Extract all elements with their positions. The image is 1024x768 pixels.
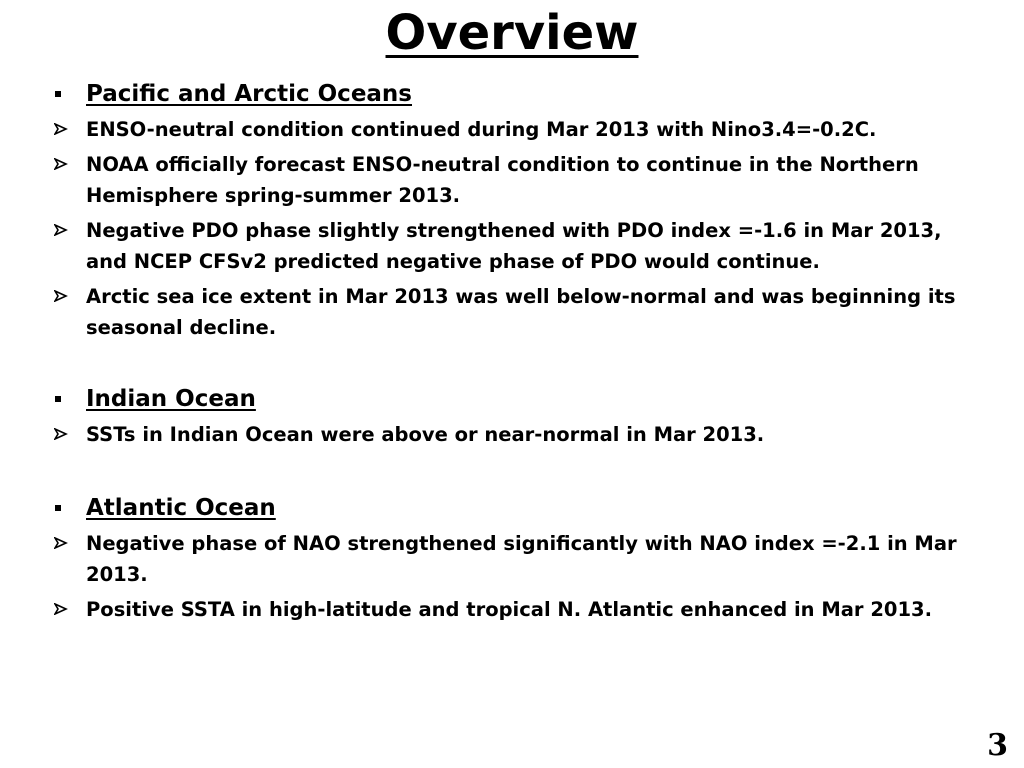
bullet-item xyxy=(52,419,972,450)
bullet-item xyxy=(52,215,972,277)
bullet-text: ENSO-neutral condition continued during Mar 2013 with Nino3.4=-0.2C. xyxy=(86,118,877,141)
section-heading-label: Pacific and Arctic Oceans xyxy=(86,81,412,107)
bullet-text: NOAA officially forecast ENSO-neutral condition to continue in the Northern Hemisphere spring-summer 2013. xyxy=(86,153,919,207)
bullet-text: Negative phase of NAO strengthened significantly with NAO index =-2.1 in Mar 2013. xyxy=(86,532,957,586)
square-bullet-icon xyxy=(55,91,61,97)
arrow-bullet-icon xyxy=(54,603,68,615)
bullet-text: Positive SSTA in high-latitude and tropical N. Atlantic enhanced in Mar 2013. xyxy=(86,598,933,621)
section-heading-indian xyxy=(52,383,972,415)
bullet-item xyxy=(52,149,972,211)
arrow-bullet-icon xyxy=(54,158,68,170)
arrow-bullet-icon xyxy=(54,428,68,440)
arrow-bullet-icon xyxy=(54,537,68,549)
section-heading-label: Indian Ocean xyxy=(86,386,256,412)
arrow-bullet-icon xyxy=(54,224,68,236)
section-heading-pacific-arctic xyxy=(52,78,972,110)
square-bullet-icon xyxy=(55,396,61,402)
slide-content xyxy=(52,78,972,629)
arrow-bullet-icon xyxy=(54,123,68,135)
square-bullet-icon xyxy=(55,505,61,511)
bullet-item xyxy=(52,114,972,145)
bullet-item xyxy=(52,594,972,625)
bullet-item xyxy=(52,528,972,590)
slide-title: Overview xyxy=(385,5,639,61)
bullet-text: SSTs in Indian Ocean were above or near-normal in Mar 2013. xyxy=(86,423,765,446)
section-heading-atlantic xyxy=(52,492,972,524)
section-heading-label: Atlantic Ocean xyxy=(86,495,276,521)
arrow-bullet-icon xyxy=(54,290,68,302)
page-number: 3 xyxy=(987,728,1008,763)
bullet-text: Arctic sea ice extent in Mar 2013 was well below-normal and was beginning its seasonal decline. xyxy=(86,285,956,339)
bullet-text: Negative PDO phase slightly strengthened with PDO index =-1.6 in Mar 2013, and NCEP CFSv2 predicted negative phase of PDO would continue. xyxy=(86,219,942,273)
bullet-item xyxy=(52,281,972,343)
